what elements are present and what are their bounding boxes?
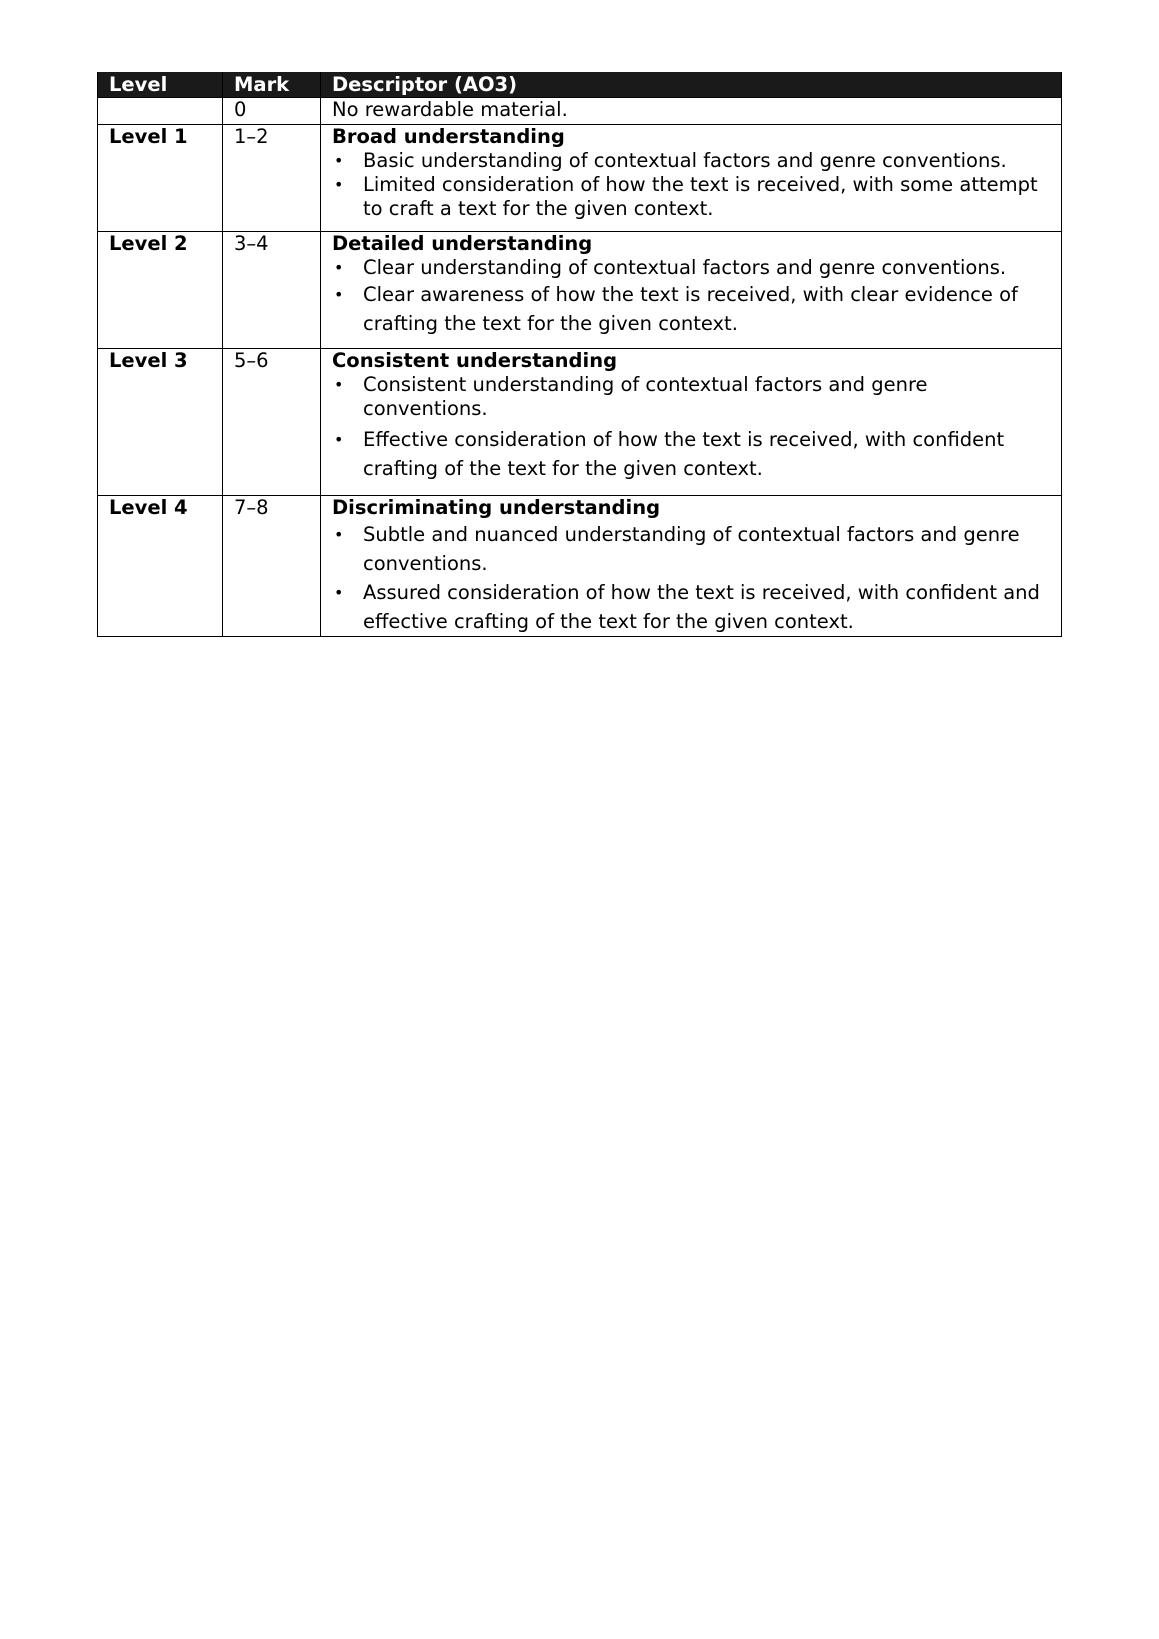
descriptor-cell: [321, 125, 1062, 232]
bullet-icon: •: [334, 525, 344, 544]
level-cell: [98, 98, 223, 125]
bullet-icon: •: [334, 430, 344, 449]
list-item: [332, 373, 1055, 421]
descriptor-cell: [321, 349, 1062, 496]
table-row: [98, 349, 1062, 496]
bullet-text: Effective consideration of how the text is received, with confident crafting of the text for the given context.: [363, 428, 1005, 480]
descriptor-cell: [321, 98, 1062, 125]
list-item: [332, 578, 1055, 636]
bullet-icon: •: [334, 375, 344, 394]
descriptor-bullets: [332, 373, 1055, 483]
descriptor-bullets: [332, 256, 1055, 338]
descriptor-heading: Broad understanding: [332, 125, 565, 148]
bullet-icon: •: [334, 285, 344, 304]
list-item: [332, 256, 1055, 280]
list-item: [332, 520, 1055, 578]
table-row: [98, 496, 1062, 637]
descriptor-text: No rewardable material.: [332, 98, 568, 121]
mark-cell: 0: [223, 98, 321, 125]
table-row: [98, 232, 1062, 349]
descriptor-cell: [321, 232, 1062, 349]
bullet-text: Consistent understanding of contextual factors and genre conventions.: [363, 373, 928, 420]
level-cell: Level 2: [98, 232, 223, 349]
table-row: [98, 98, 1062, 125]
header-mark: Mark: [223, 72, 321, 98]
bullet-icon: •: [334, 175, 344, 194]
bullet-icon: •: [334, 258, 344, 277]
descriptor-cell: [321, 496, 1062, 637]
bullet-icon: •: [334, 583, 344, 602]
page: [97, 72, 1061, 637]
level-cell: Level 1: [98, 125, 223, 232]
bullet-text: Clear understanding of contextual factors and genre conventions.: [363, 256, 1007, 279]
descriptor-bullets: [332, 520, 1055, 636]
bullet-text: Limited consideration of how the text is received, with some attempt to craft a text for the given context.: [363, 173, 1038, 220]
descriptor-heading: Consistent understanding: [332, 349, 618, 372]
table-row: [98, 125, 1062, 232]
header-level: Level: [98, 72, 223, 98]
descriptor-bullets: [332, 149, 1055, 221]
bullet-text: Assured consideration of how the text is received, with confident and effective crafting of the text for the given context.: [363, 581, 1040, 633]
table-header-row: [98, 72, 1062, 98]
level-cell: Level 3: [98, 349, 223, 496]
mark-cell: 3–4: [223, 232, 321, 349]
mark-cell: 5–6: [223, 349, 321, 496]
mark-cell: 1–2: [223, 125, 321, 232]
bullet-text: Basic understanding of contextual factors and genre conventions.: [363, 149, 1007, 172]
list-item: [332, 425, 1055, 483]
mark-cell: 7–8: [223, 496, 321, 637]
descriptor-heading: Detailed understanding: [332, 232, 593, 255]
bullet-text: Clear awareness of how the text is received, with clear evidence of crafting the text for the given context.: [363, 283, 1018, 335]
list-item: [332, 173, 1055, 221]
bullet-text: Subtle and nuanced understanding of contextual factors and genre conventions.: [363, 523, 1020, 575]
mark-scheme-table: [97, 72, 1062, 637]
bullet-icon: •: [334, 151, 344, 170]
list-item: [332, 280, 1055, 338]
descriptor-heading: Discriminating understanding: [332, 496, 661, 519]
header-descriptor: Descriptor (AO3): [321, 72, 1062, 98]
level-cell: Level 4: [98, 496, 223, 637]
list-item: [332, 149, 1055, 173]
